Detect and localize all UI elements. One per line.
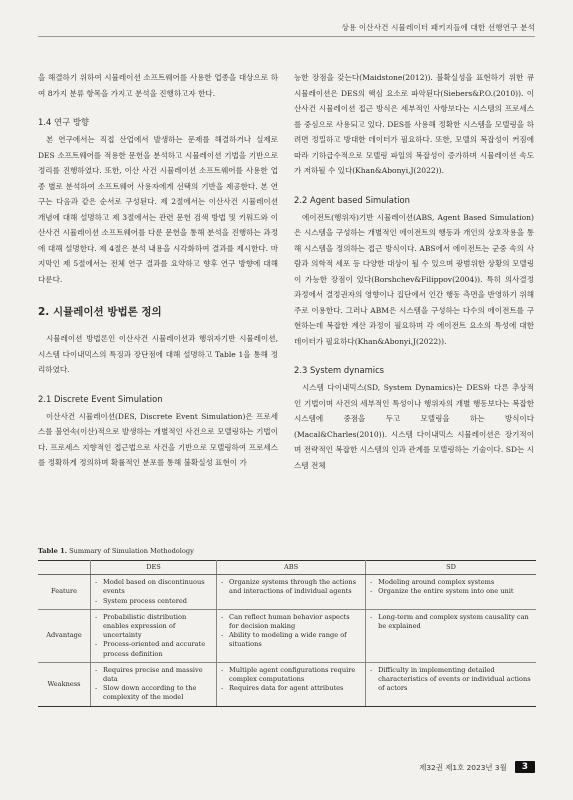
section-2-paragraph: 시뮬레이션 방법론인 이산사건 시뮬레이션과 행위자기반 시뮬레이션, 시스템 다이내믹스의 특징과 장단점에 대해 설명하고 Table 1을 통해 정리하였다. — [38, 334, 278, 374]
cell-bullet-item: - Slow down according to the complexity of the model — [95, 684, 212, 702]
running-header: 상용 이산사건 시뮬레이터 패키지들에 대한 선행연구 분석 — [341, 23, 535, 32]
section-2-title: 2. 시뮬레이션 방법론 정의 — [38, 306, 162, 318]
table-cell — [91, 575, 217, 610]
row-header: Weakness — [38, 662, 91, 706]
column-header-sd: SD — [366, 561, 536, 575]
column-header-abs: ABS — [217, 561, 366, 575]
table-caption-text: Summary of Simulation Methodology — [69, 547, 194, 555]
cell-bullet-item: - Ability to modeling a wide range of situations — [221, 631, 361, 649]
table-cell — [366, 575, 536, 610]
cell-bullet-list — [221, 578, 361, 596]
table-cell — [217, 575, 366, 610]
column-header-des: DES — [91, 561, 217, 575]
cell-bullet-list — [370, 613, 532, 631]
cell-bullet-list — [370, 578, 532, 596]
row-header: Feature — [38, 575, 91, 610]
table-cell — [91, 609, 217, 662]
cell-bullet-item: - Organize systems through the actions and interactions of individual agents — [221, 578, 361, 596]
section-1-4-title: 1.4 연구 방향 — [38, 117, 90, 127]
section-2-2-title: 2.2 Agent based Simulation — [294, 194, 410, 205]
continued-paragraph: 능한 장점을 갖는다(Maidstone(2012)). 불확실성을 표현하기 위한 큐 시뮬레이션은 DES의 핵심 요소로 파악된다(Siebers&P.O.(2010)). 이산사건 시뮬레이션 접근 방식은 세부적인 사항보다는 시스템의 프로세스를 중심으로 사용되고 있다. DES를 사용해 정확한 시스템을 모델링을 하려면 정밀하고 방대한 데이터가 필요하다. 또한, 모델의 복잡성이 커짐에 따라 기하급수적으로 모델링 파일의 복잡성이 증가하며 시뮬레이션 속도가 저하될 수 있다(Khan&Abonyi,J(2022)). — [294, 73, 534, 175]
row-header: Advantage — [38, 609, 91, 662]
intro-paragraph: 을 해결하기 위하여 시뮬레이션 소프트웨어를 사용한 업종을 대상으로 하여 8가지 분류 항목을 가지고 분석을 진행하고자 한다. — [38, 73, 278, 98]
cell-bullet-item: - Probabilistic distribution enables expression of uncertainty — [95, 613, 212, 641]
section-2-1-title: 2.1 Discrete Event Simulation — [38, 393, 163, 404]
table-caption-label: Table 1. — [38, 547, 68, 555]
cell-bullet-item: - Organize the entire system into one unit — [370, 587, 532, 596]
section-2-3-title: 2.3 System dynamics — [294, 365, 385, 375]
cell-bullet-item: - Can reflect human behavior aspects for decision making — [221, 613, 361, 631]
cell-bullet-item: - Multiple agent configurations require complex computations — [221, 666, 361, 684]
table-cell — [366, 662, 536, 706]
page-number: 3 — [515, 761, 535, 773]
header-rule — [38, 36, 535, 37]
cell-bullet-list — [370, 666, 532, 694]
section-2-3-paragraph: 시스템 다이내믹스(SD, System Dynamics)는 DES와 다른 추상적인 기법이며 사건의 세부적인 특성이나 행위자의 개별 행동보다는 복잡한 시스템에 중점을 두고 모델링을 하는 방식이다(Macal&Charles(2010)). 시스템 다이내믹스 시뮬레이션은 장기적이며 전략적인 복잡한 시스템의 인과 관계를 모델링하는 기술이다. SD는 시스템 전체 — [294, 383, 534, 470]
cell-bullet-list — [95, 613, 212, 659]
table-row — [38, 609, 536, 662]
right-column — [294, 70, 534, 473]
left-column — [38, 70, 278, 471]
cell-bullet-list — [221, 613, 361, 650]
table-cell — [91, 662, 217, 706]
cell-bullet-item: - System process centered — [95, 597, 212, 606]
cell-bullet-item: - Difficulty in implementing detailed characteristics of events or individual actions of actors — [370, 666, 532, 694]
table-corner-cell — [38, 561, 91, 575]
cell-bullet-list — [95, 666, 212, 703]
issue-info: 제32권 제1호 2023년 3월 — [419, 762, 507, 772]
section-1-4-paragraph: 본 연구에서는 직접 산업에서 발생하는 문제를 해결하거나 실제로 DES 소프트웨어를 적용한 문헌을 분석하고 시뮬레이션 기법을 기반으로 정리를 진행하였다. 또한, 이산 사건 시뮬레이션 소프트웨어를 사용한 업종 별로 분석하여 소프트웨어 사용자에게 선택의 기반을 제공한다. 본 연구는 다음과 같은 순서로 구성된다. 제 2절에서는 이산사건 시뮬레이션 개념에 대해 설명하고 제 3절에서는 관련 문헌 검색 방법 및 키워드와 이산사건 시뮬레이션 소프트웨어를 다룬 문헌을 통해 분석을 진행하는 과정에 대해 설명한다. 제 4절은 분석 내용을 시각화하여 결과를 제시한다. 마지막인 제 5절에서는 전체 연구 결과를 요약하고 향후 연구 방향에 대해 다룬다. — [38, 135, 278, 284]
table-caption — [38, 547, 536, 555]
summary-table — [38, 560, 536, 707]
section-2-1-paragraph: 이산사건 시뮬레이션(DES, Discrete Event Simulation)은 프로세스를 불연속(이산)적으로 발생하는 개별적인 사건으로 모델링하는 기법이다. 프로세스 지향적인 접근법으로 사건을 기반으로 모델링하여 프로세스를 정확하게 정의하며 확률적인 분포를 통해 불확실성 표현이 가 — [38, 411, 278, 467]
summary-table-block — [38, 547, 536, 707]
table-row — [38, 662, 536, 706]
table-cell — [366, 609, 536, 662]
section-2-2-paragraph: 에이전트(행위자)기반 시뮬레이션(ABS, Agent Based Simulation)은 시스템을 구성하는 개별적인 에이전트의 행동과 개인의 상호작용을 통해 시스템을 정의하는 접근 방식이다. ABS에서 에이전트는 군중 속의 사람과 의학적 세포 등 다양한 대상이 될 수 있으며 광범위한 상황의 모델링이 가능한 장점이 있다(Borshchev&Filippov(2004)). 특히 의사결정 과정에서 결정권자의 영향이나 집단에서 인간 행동 측면을 반영하기 위해 주로 이용한다. 그러나 ABM은 시스템을 구성하는 다수의 에이전트를 구현하는데 복잡한 계산 과정이 필요하며 각 에이전트 요소의 특성에 대한 데이터가 필요하다(Khan&Abonyi,J(2022)). — [294, 212, 534, 346]
cell-bullet-list — [95, 578, 212, 606]
table-header-row — [38, 561, 536, 575]
table-row — [38, 575, 536, 610]
cell-bullet-list — [221, 666, 361, 694]
page-footer — [419, 761, 535, 773]
cell-bullet-item: - Modeling around complex systems — [370, 578, 532, 587]
cell-bullet-item: - Long-term and complex system causality can be explained — [370, 613, 532, 631]
table-cell — [217, 609, 366, 662]
cell-bullet-item: - Process-oriented and accurate process definition — [95, 640, 212, 658]
cell-bullet-item: - Requires precise and massive data — [95, 666, 212, 684]
cell-bullet-item: - Model based on discontinuous events — [95, 578, 212, 596]
table-cell — [217, 662, 366, 706]
cell-bullet-item: - Requires data for agent attributes — [221, 684, 361, 693]
